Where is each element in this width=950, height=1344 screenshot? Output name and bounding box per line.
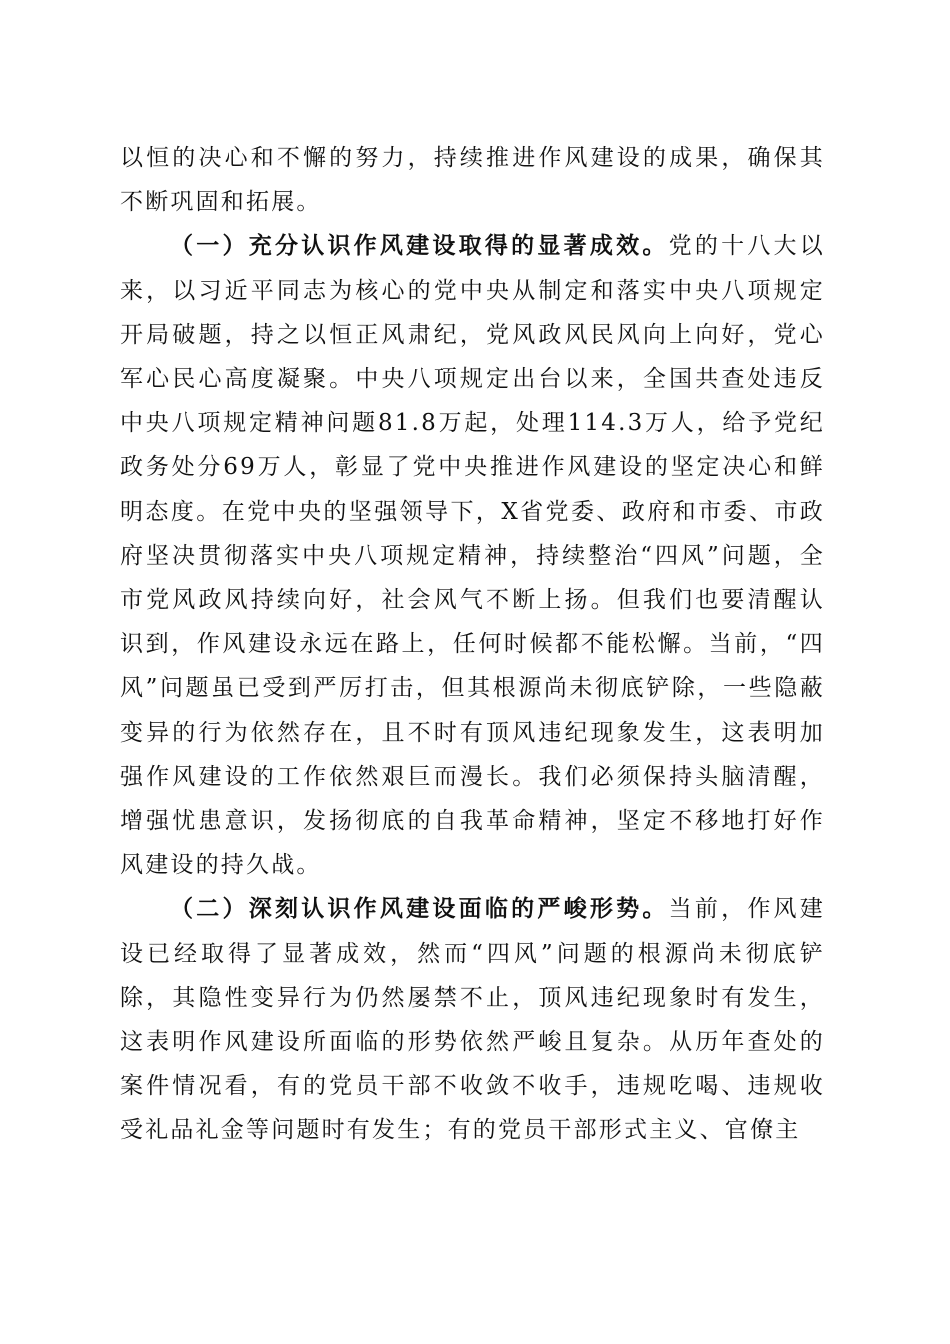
section-one-heading: （一）充分认识作风建设取得的显著成效。: [170, 232, 669, 260]
paragraph-section-two: [120, 887, 825, 1152]
section-two-body: 当前，作风建设已经取得了显著成效，然而“四风”问题的根源尚未彻底铲除，其隐性变异行为仍然屡禁不止，顶风违纪现象时有发生，这表明作风建设所面临的形势依然严峻且复杂。从历年查处的案件情况看，有的党员干部不收敛不收手，违规吃喝、违规收受礼品礼金等问题时有发生；有的党员干部形式主义、官僚主: [120, 896, 825, 1144]
section-two-heading: （二）深刻认识作风建设面临的严峻形势。: [170, 895, 669, 923]
section-one-body: 党的十八大以来，以习近平同志为核心的党中央从制定和落实中央八项规定开局破题，持之以恒正风肃纪，党风政风民风向上向好，党心军心民心高度凝聚。中央八项规定出台以来，全国共查处违反中央八项规定精神问题81.8万起，处理114.3万人，给予党纪政务处分69万人，彰显了党中央推进作风建设的坚定决心和鲜明态度。在党中央的坚强领导下，X省党委、政府和市委、市政府坚决贯彻落实中央八项规定精神，持续整治“四风”问题，全市党风政风持续向好，社会风气不断上扬。但我们也要清醒认识到，作风建设永远在路上，任何时候都不能松懈。当前，“四风”问题虽已受到严厉打击，但其根源尚未彻底铲除，一些隐蔽变异的行为依然存在，且不时有顶风违纪现象发生，这表明加强作风建设的工作依然艰巨而漫长。我们必须保持头脑清醒，增强忧患意识，发扬彻底的自我革命精神，坚定不移地打好作风建设的持久战。: [120, 233, 825, 879]
paragraph-section-one: [120, 224, 825, 887]
paragraph-continuation: 以恒的决心和不懈的努力，持续推进作风建设的成果，确保其不断巩固和拓展。: [120, 145, 825, 216]
document-body: [120, 136, 825, 1153]
